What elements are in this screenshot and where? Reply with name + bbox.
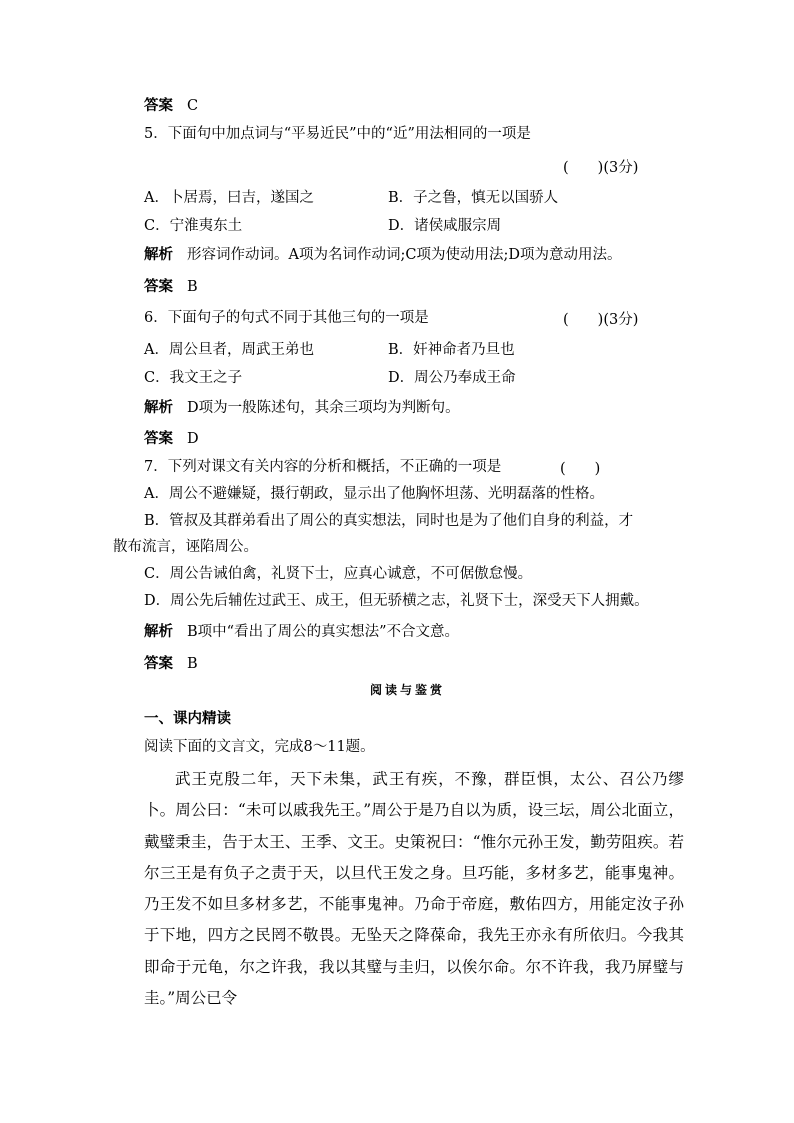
q5-option-d: D．诸侯咸服宗周 [388,218,502,234]
analysis-label: 解析 [144,400,173,416]
q5-option-b: B．子之鲁，慎无以国骄人 [388,190,559,206]
answer-label: 答案 [144,98,173,114]
prev-answer-line [144,96,198,116]
q6-option-a: A．周公旦者，周武王弟也 [144,342,314,358]
classical-passage: 武王克殷二年，天下未集，武王有疾，不豫，群臣惧，太公、召公乃缪卜。周公曰：“未可以戚我先王。”周公于是乃自以为质，设三坛，周公北面立，戴璧秉圭，告于太王、王季、文王。史策祝曰：“惟尔元孙王发，勤劳阻疾。若尔三王是有负子之责于天，以旦代王发之身。旦巧能，多材多艺，能事鬼神。乃王发不如旦多材多艺，不能事鬼神。乃命于帝庭，敷佑四方，用能定汝子孙于下地，四方之民罔不敬畏。无坠天之降葆命，我先王亦永有所依归。今我其即命于元龟，尔之许我，我以其璧与圭归，以俟尔命。尔不许我，我乃屏璧与圭。”周公已令 [144,770,684,1008]
answer-label: 答案 [144,431,173,447]
q7-stem: 7．下列对课文有关内容的分析和概括，不正确的一项是 [144,459,502,475]
q7-option-b: B．管叔及其群弟看出了周公的真实想法，同时也是为了他们自身的利益，才 [144,513,634,529]
q7-score: ( ) [560,461,601,477]
analysis-text: D项为一般陈述句，其余三项均为判断句。 [187,400,460,416]
subsection-heading: 一、课内精读 [144,711,231,727]
q5-analysis [144,245,621,265]
q7-option-b-cont: 散布流言，诬陷周公。 [113,539,258,555]
q5-score: ( )(3分) [563,160,639,176]
q6-score: ( )(3分) [563,312,639,328]
answer-label: 答案 [144,279,173,295]
q6-option-b: B．奸神命者乃旦也 [388,342,515,358]
q6-option-d: D．周公乃奉成王命 [388,370,516,386]
q5-option-a: A．卜居焉，曰吉，遂国之 [144,190,314,206]
q6-answer [144,429,199,449]
q6-option-c: C．我文王之子 [144,370,243,386]
q7-answer [144,654,198,674]
analysis-text: 形容词作动词。A项为名词作动词;C项为使动用法;D项为意动用法。 [187,247,622,263]
section-title: 阅读与鉴赏 [370,683,446,697]
analysis-label: 解析 [144,624,173,640]
reading-instruction: 阅读下面的文言文，完成8～11题。 [144,739,375,755]
q7-option-a: A．周公不避嫌疑，摄行朝政，显示出了他胸怀坦荡、光明磊落的性格。 [144,486,604,502]
q5-answer [144,277,198,297]
analysis-text: B项中“看出了周公的真实想法”不合文意。 [187,624,459,640]
answer-label: 答案 [144,656,173,672]
q6-analysis [144,398,460,418]
q7-option-c: C．周公告诫伯禽，礼贤下士，应真心诚意，不可倨傲怠慢。 [144,566,533,582]
analysis-label: 解析 [144,247,173,263]
answer-value: B [187,279,198,295]
answer-value: C [187,98,199,114]
answer-value: B [187,656,198,672]
q6-stem: 6．下面句子的句式不同于其他三句的一项是 [144,310,429,326]
q7-analysis [144,622,459,642]
q5-option-c: C．宁淮夷东土 [144,218,243,234]
q7-option-d: D．周公先后辅佐过武王、成王，但无骄横之志，礼贤下士，深受天下人拥戴。 [144,593,649,609]
answer-value: D [187,431,199,447]
q5-stem: 5．下面句中加点词与“平易近民”中的“近”用法相同的一项是 [144,126,531,142]
